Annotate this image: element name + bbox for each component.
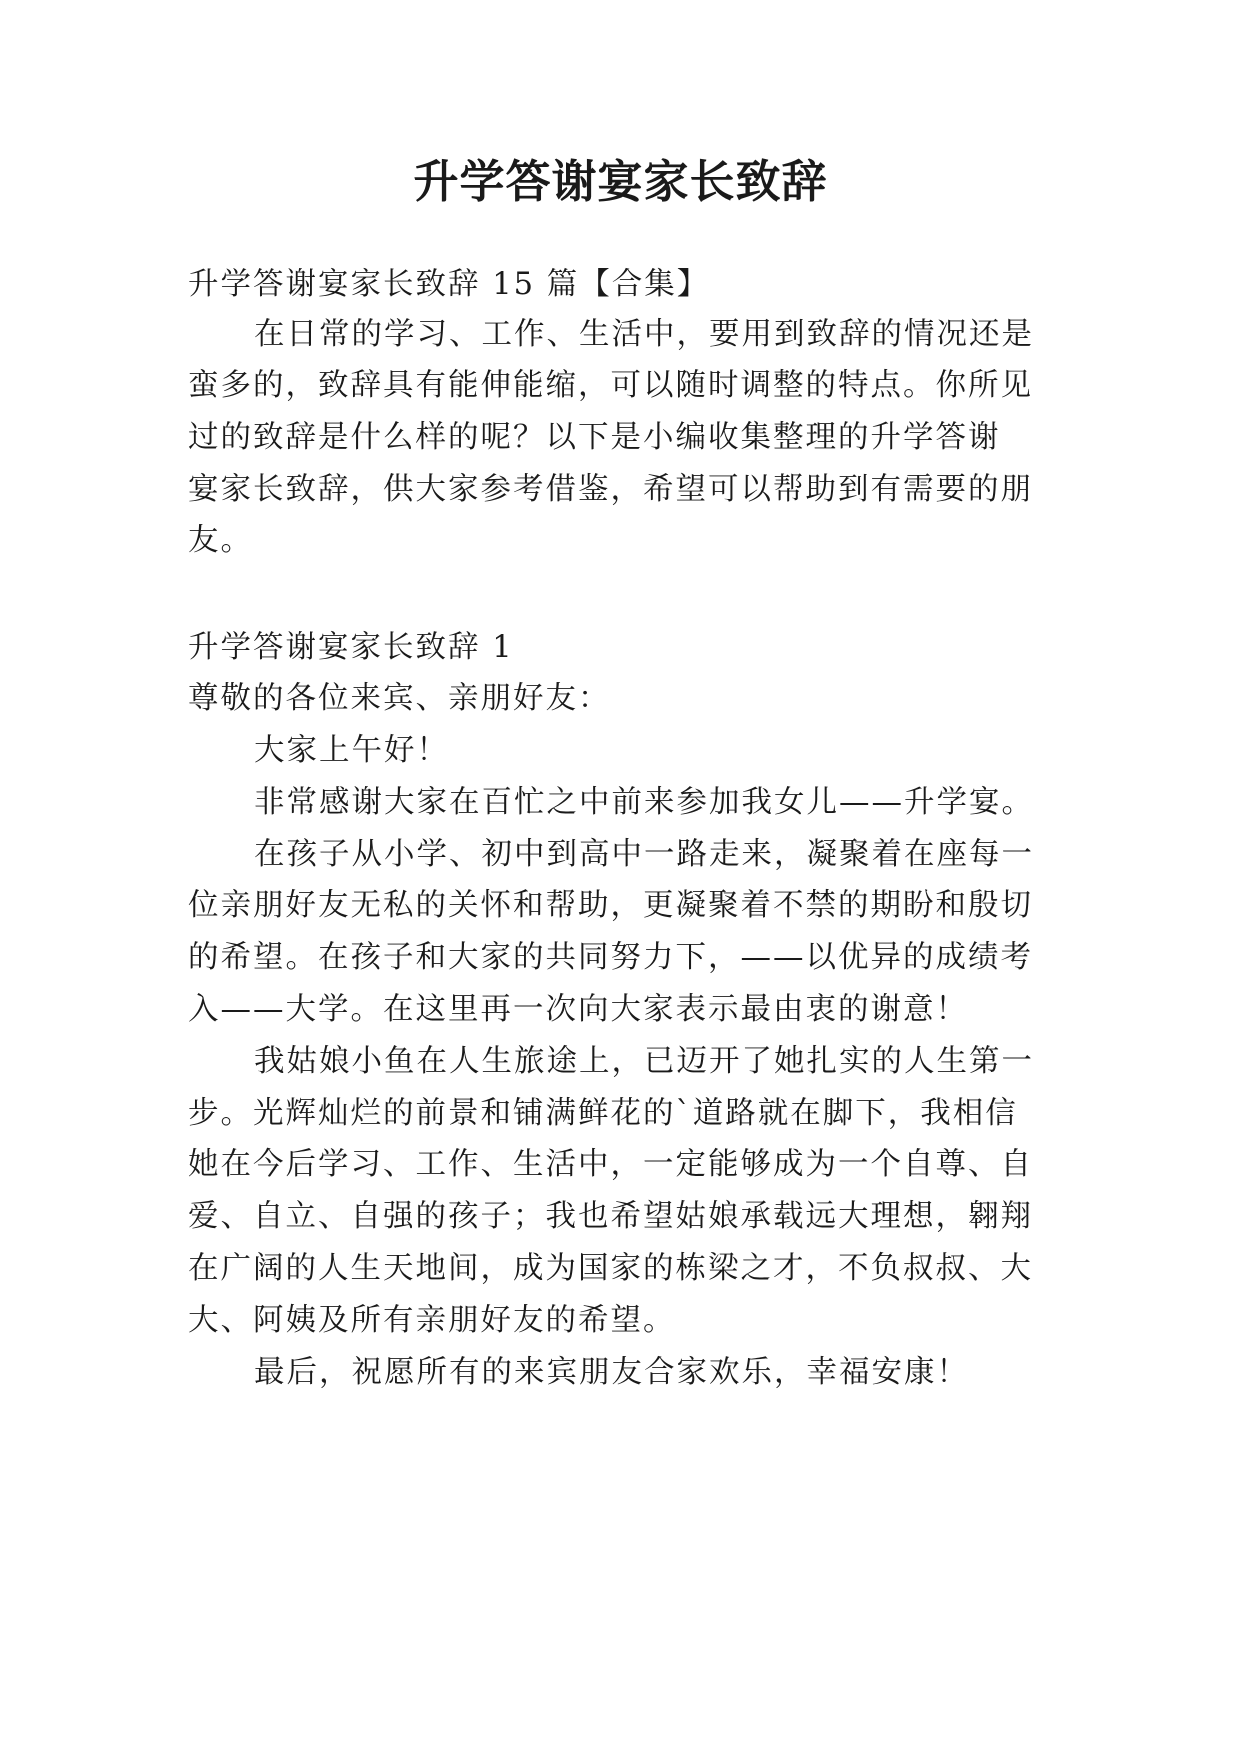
paragraph-2-line: 入——大学。在这里再一次向大家表示最由衷的谢意！ xyxy=(188,992,968,1027)
paragraph-3-line: 我姑娘小鱼在人生旅途上，已迈开了她扎实的人生第一 xyxy=(254,1044,1034,1079)
paragraph-1: 非常感谢大家在百忙之中前来参加我女儿——升学宴。 xyxy=(254,785,1034,820)
paragraph-2-line: 在孩子从小学、初中到高中一路走来，凝聚着在座每一 xyxy=(254,837,1034,872)
salutation: 尊敬的各位来宾、亲朋好友： xyxy=(188,681,611,716)
closing-line: 最后，祝愿所有的来宾朋友合家欢乐，幸福安康！ xyxy=(254,1355,969,1390)
paragraph-3-line: 她在今后学习、工作、生活中，一定能够成为一个自尊、自 xyxy=(188,1147,1033,1182)
paragraph-2-line: 的希望。在孩子和大家的共同努力下，——以优异的成绩考 xyxy=(188,940,1033,975)
intro-line: 友。 xyxy=(188,523,253,558)
intro-line: 在日常的学习、工作、生活中，要用到致辞的情况还是 xyxy=(254,317,1034,352)
paragraph-3-line: 在广阔的人生天地间，成为国家的栋梁之才，不负叔叔、大 xyxy=(188,1251,1033,1286)
document-title: 升学答谢宴家长致辞 xyxy=(413,155,828,208)
paragraph-2-line: 位亲朋好友无私的关怀和帮助，更凝聚着不禁的期盼和殷切 xyxy=(188,888,1033,923)
document-subtitle: 升学答谢宴家长致辞 15 篇【合集】 xyxy=(188,267,710,302)
intro-line: 蛮多的，致辞具有能伸能缩，可以随时调整的特点。你所见 xyxy=(188,368,1033,403)
section-heading: 升学答谢宴家长致辞 1 xyxy=(188,630,514,665)
intro-line: 过的致辞是什么样的呢？以下是小编收集整理的升学答谢 xyxy=(188,420,1001,455)
greeting: 大家上午好！ xyxy=(254,733,449,768)
paragraph-3-line: 爱、自立、自强的孩子；我也希望姑娘承载远大理想，翱翔 xyxy=(188,1199,1033,1234)
intro-line: 宴家长致辞，供大家参考借鉴，希望可以帮助到有需要的朋 xyxy=(188,472,1033,507)
paragraph-3-line: 大、阿姨及所有亲朋好友的希望。 xyxy=(188,1303,676,1338)
paragraph-3-line: 步。光辉灿烂的前景和铺满鲜花的`道路就在脚下，我相信 xyxy=(188,1096,1018,1131)
